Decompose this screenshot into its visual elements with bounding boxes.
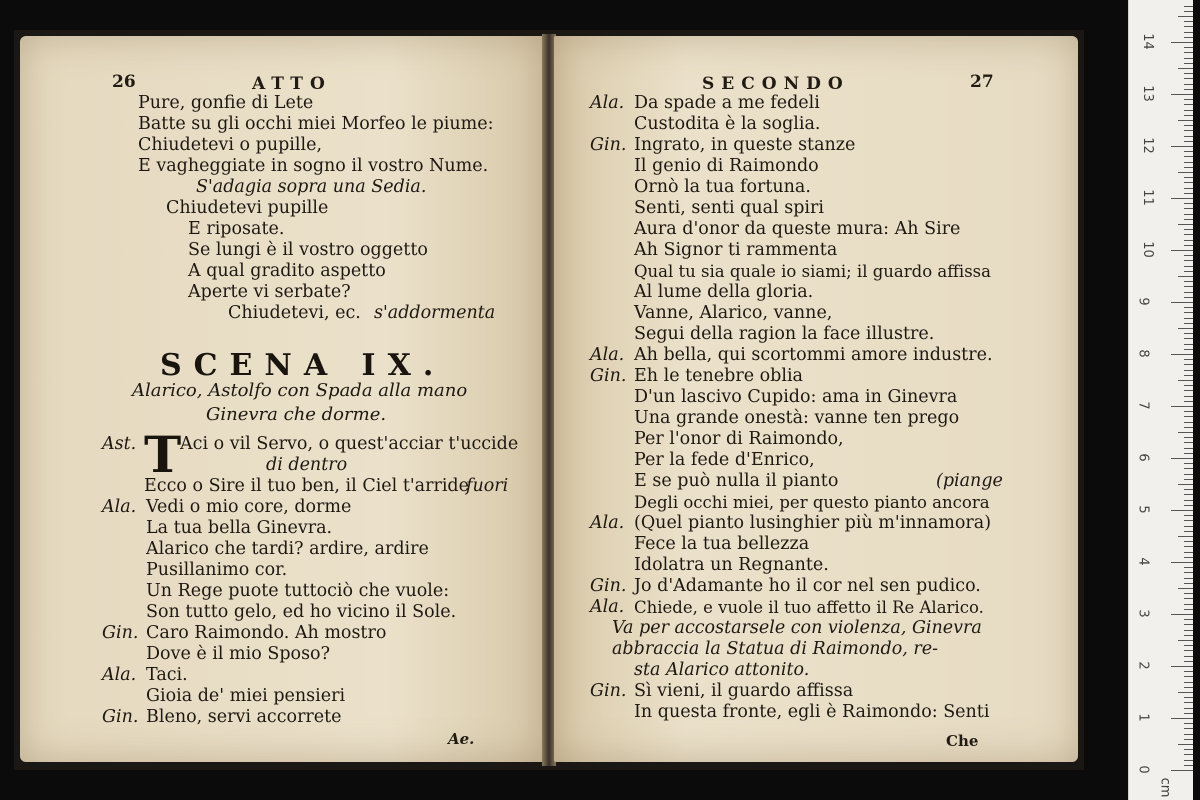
ruler-tick <box>1184 89 1193 90</box>
open-book <box>14 30 1084 770</box>
ruler-tick <box>1178 224 1193 225</box>
ruler-tick <box>1184 635 1193 636</box>
ruler-number: 4 <box>1135 557 1151 566</box>
ruler-number: 3 <box>1135 609 1151 618</box>
ruler-number: 13 <box>1139 85 1155 102</box>
ruler-number: 5 <box>1135 505 1151 514</box>
ruler-number: 11 <box>1139 189 1155 206</box>
verse-line: Ecco o Sire il tuo ben, il Ciel t'arride <box>144 476 469 496</box>
scena-persons-line-2: Ginevra che dorme. <box>206 404 387 425</box>
ruler-tick <box>1184 130 1193 131</box>
ruler-tick <box>1184 229 1193 230</box>
ruler-tick <box>1184 630 1193 631</box>
stage-direction: (piange <box>936 471 1003 491</box>
ruler-tick <box>1184 619 1193 620</box>
ruler-tick <box>1184 99 1193 100</box>
verse-line: E vagheggiate in sogno il vostro Nume. <box>138 156 489 176</box>
verse-line: Chiudetevi, ec. <box>228 303 361 323</box>
ruler-tick <box>1184 734 1193 735</box>
ruler-tick <box>1184 708 1193 709</box>
ruler-number: 8 <box>1135 349 1151 358</box>
verse-line: La tua bella Ginevra. <box>146 518 333 538</box>
ruler-tick <box>1171 302 1193 303</box>
verse-line: D'un lascivo Cupido: ama in Ginevra <box>634 387 958 407</box>
ruler-tick <box>1184 661 1193 662</box>
verse-line: Eh le tenebre oblia <box>634 366 803 386</box>
verse-line: S'adagia sopra una Sedia. <box>196 177 427 197</box>
ruler-tick <box>1184 151 1193 152</box>
ruler-tick <box>1178 68 1193 69</box>
ruler-tick <box>1171 510 1193 511</box>
verse-line: Caro Raimondo. Ah mostro <box>146 623 387 643</box>
verse-line: Segui della ragion la face illustre. <box>634 324 935 344</box>
ruler-tick <box>1184 500 1193 501</box>
right-page-number: 27 <box>970 72 994 92</box>
ruler-tick <box>1184 489 1193 490</box>
ruler-tick <box>1184 713 1193 714</box>
ruler-tick <box>1184 442 1193 443</box>
ruler-tick <box>1184 593 1193 594</box>
ruler-tick <box>1184 474 1193 475</box>
ruler-tick <box>1184 271 1193 272</box>
ruler-tick <box>1171 354 1193 355</box>
verse-line: Pure, gonfie di Lete <box>138 93 314 113</box>
ruler-tick <box>1184 63 1193 64</box>
verse-line: Custodita è la soglia. <box>634 114 821 134</box>
verse-line: Degli occhi miei, per questo pianto ancora <box>634 493 990 512</box>
ruler-tick <box>1184 292 1193 293</box>
ruler-tick <box>1184 552 1193 553</box>
ruler-tick <box>1184 650 1193 651</box>
verse-line: Chiudetevi o pupille, <box>138 135 323 155</box>
ruler-tick <box>1184 739 1193 740</box>
speaker-label: Gin. <box>102 707 139 727</box>
ruler-tick <box>1171 770 1193 771</box>
ruler-tick <box>1184 297 1193 298</box>
ruler-tick <box>1184 58 1193 59</box>
ruler-tick <box>1171 458 1193 459</box>
verse-line: Un Rege puote tuttociò che vuole: <box>146 581 450 601</box>
verse-line: Dove è il mio Sposo? <box>146 644 330 664</box>
verse-line: Sì vieni, il guardo affissa <box>634 681 854 701</box>
ruler-tick <box>1184 463 1193 464</box>
verse-line: In questa fronte, egli è Raimondo: Senti <box>634 702 990 722</box>
ruler-tick <box>1184 364 1193 365</box>
ruler-tick <box>1184 375 1193 376</box>
ruler-tick <box>1184 505 1193 506</box>
ruler-tick <box>1184 526 1193 527</box>
ruler-tick <box>1184 349 1193 350</box>
verse-line: Per la fede d'Enrico, <box>634 450 815 470</box>
ruler-tick <box>1184 448 1193 449</box>
verse-line: Una grande onestà: vanne ten prego <box>634 408 960 428</box>
ruler-tick <box>1184 6 1193 7</box>
verse-line: Per l'onor di Raimondo, <box>634 429 844 449</box>
verse-line: Ingrato, in queste stanze <box>634 135 856 155</box>
scena-title: SCENA IX. <box>160 348 446 383</box>
ruler-tick <box>1184 546 1193 547</box>
speaker-label: Ala. <box>102 497 137 517</box>
verse-line: Jo d'Adamante ho il cor nel sen pudico. <box>634 576 981 596</box>
ruler-tick <box>1184 416 1193 417</box>
left-running-head: ATTO <box>252 74 332 94</box>
speaker-label: Gin. <box>590 366 627 386</box>
verse-line: Aci o vil Servo, o quest'acciar t'uccide <box>180 434 519 454</box>
left-page-number: 26 <box>112 72 136 92</box>
ruler-tick <box>1184 390 1193 391</box>
verse-line: Batte su gli occhi miei Morfeo le piume: <box>138 114 494 134</box>
ruler-number: 7 <box>1135 401 1151 410</box>
ruler-unit: cm <box>1157 777 1173 798</box>
ruler-tick <box>1178 588 1193 589</box>
ruler-tick <box>1184 604 1193 605</box>
ruler-tick <box>1171 718 1193 719</box>
verse-line: Ornò la tua fortuna. <box>634 177 811 197</box>
ruler-tick <box>1184 333 1193 334</box>
ruler-tick <box>1184 411 1193 412</box>
ruler-tick <box>1184 312 1193 313</box>
ruler-tick <box>1184 723 1193 724</box>
ruler-tick <box>1184 515 1193 516</box>
verse-line: Va per accostarsele con violenza, Ginevra <box>612 618 982 638</box>
ruler-tick <box>1171 198 1193 199</box>
ruler-tick <box>1178 276 1193 277</box>
ruler-tick <box>1184 162 1193 163</box>
verse-line: Chiede, e vuole il tuo affetto il Re Alarico. <box>634 598 984 617</box>
ruler-tick <box>1184 323 1193 324</box>
ruler-tick <box>1184 687 1193 688</box>
ruler-tick <box>1184 260 1193 261</box>
stage-direction: s'addormenta <box>374 303 496 323</box>
ruler-tick <box>1184 245 1193 246</box>
verse-line: Senti, senti qual spiri <box>634 198 824 218</box>
ruler-tick <box>1178 16 1193 17</box>
ruler-tick <box>1178 536 1193 537</box>
ruler-tick <box>1184 344 1193 345</box>
verse-line: Qual tu sia quale io siami; il guardo affissa <box>634 262 991 281</box>
ruler-tick <box>1184 494 1193 495</box>
ruler-tick <box>1184 583 1193 584</box>
ruler-tick <box>1184 671 1193 672</box>
ruler-tick <box>1184 104 1193 105</box>
ruler-tick <box>1184 234 1193 235</box>
ruler-number: 1 <box>1135 713 1151 722</box>
ruler-tick <box>1184 567 1193 568</box>
ruler-tick <box>1184 177 1193 178</box>
verse-line: Il genio di Raimondo <box>634 156 819 176</box>
speaker-label: Gin. <box>590 135 627 155</box>
ruler-tick <box>1184 359 1193 360</box>
ruler-tick <box>1184 572 1193 573</box>
ruler-tick <box>1178 328 1193 329</box>
ruler-tick <box>1184 73 1193 74</box>
ruler-tick <box>1184 645 1193 646</box>
right-running-head: SECONDO <box>702 74 850 94</box>
ruler-tick <box>1184 765 1193 766</box>
right-catchword: Che <box>946 732 979 750</box>
verse-line: di dentro <box>266 455 348 475</box>
ruler-tick <box>1184 422 1193 423</box>
verse-line: Ah Signor ti rammenta <box>634 240 838 260</box>
ruler-tick <box>1184 255 1193 256</box>
ruler-tick <box>1184 318 1193 319</box>
ruler-tick <box>1184 32 1193 33</box>
verse-line: (Quel pianto lusinghier più m'innamora) <box>634 513 992 533</box>
ruler-tick <box>1184 193 1193 194</box>
ruler-tick <box>1184 609 1193 610</box>
ruler-tick <box>1184 141 1193 142</box>
verse-line: abbraccia la Statua di Raimondo, re- <box>612 639 939 659</box>
verse-line: Vedi o mio core, dorme <box>146 497 352 517</box>
ruler-tick <box>1178 120 1193 121</box>
ruler-tick <box>1184 136 1193 137</box>
ruler-tick <box>1184 754 1193 755</box>
ruler-tick <box>1171 146 1193 147</box>
ruler-tick <box>1184 437 1193 438</box>
verse-line: sta Alarico attonito. <box>634 660 810 680</box>
drop-cap: T <box>144 425 182 484</box>
verse-line: E riposate. <box>188 219 285 239</box>
ruler-tick <box>1184 728 1193 729</box>
ruler-tick <box>1178 744 1193 745</box>
ruler-tick <box>1184 702 1193 703</box>
right-page <box>554 36 1078 762</box>
verse-line: Son tutto gelo, ed ho vicino il Sole. <box>146 602 457 622</box>
stage-direction: fuori <box>466 476 509 496</box>
ruler-tick <box>1184 266 1193 267</box>
ruler-tick <box>1184 11 1193 12</box>
ruler-tick <box>1178 692 1193 693</box>
ruler-tick <box>1184 281 1193 282</box>
ruler-tick <box>1178 380 1193 381</box>
verse-line: Idolatra un Regnante. <box>634 555 829 575</box>
speaker-label: Ala. <box>590 597 625 617</box>
ruler-number: 14 <box>1139 33 1155 50</box>
ruler-tick <box>1184 598 1193 599</box>
scena-persons-line-1: Alarico, Astolfo con Spada alla mano <box>132 380 468 401</box>
ruler-tick <box>1184 760 1193 761</box>
left-page <box>20 36 546 762</box>
ruler-tick <box>1184 307 1193 308</box>
ruler-tick <box>1171 562 1193 563</box>
ruler-tick <box>1184 47 1193 48</box>
ruler-number: 0 <box>1135 765 1151 774</box>
ruler-tick <box>1178 640 1193 641</box>
speaker-label: Gin. <box>590 576 627 596</box>
verse-line: Pusillanimo cor. <box>146 560 288 580</box>
ruler-tick <box>1184 427 1193 428</box>
ruler-tick <box>1184 401 1193 402</box>
ruler-tick <box>1184 531 1193 532</box>
ruler-tick <box>1184 557 1193 558</box>
speaker-label: Ala. <box>590 93 625 113</box>
verse-line: Vanne, Alarico, vanne, <box>634 303 833 323</box>
verse-line: Taci. <box>146 665 188 685</box>
left-catchword: Ae. <box>448 730 475 748</box>
ruler-tick <box>1171 406 1193 407</box>
ruler-tick <box>1184 286 1193 287</box>
ruler-tick <box>1171 250 1193 251</box>
ruler-tick <box>1184 468 1193 469</box>
ruler-number: 2 <box>1135 661 1151 670</box>
ruler-tick <box>1184 578 1193 579</box>
verse-line: Bleno, servi accorrete <box>146 707 342 727</box>
ruler-tick <box>1178 172 1193 173</box>
verse-line: Aperte vi serbate? <box>188 282 351 302</box>
ruler-tick <box>1184 749 1193 750</box>
ruler-tick <box>1178 484 1193 485</box>
ruler-tick <box>1184 697 1193 698</box>
ruler-tick <box>1184 167 1193 168</box>
speaker-label: Gin. <box>102 623 139 643</box>
verse-line: Gioia de' miei pensieri <box>146 686 346 706</box>
verse-line: Aura d'onor da queste mura: Ah Sire <box>634 219 961 239</box>
verse-line: Ah bella, qui scortommi amore industre. <box>634 345 993 365</box>
ruler-tick <box>1178 432 1193 433</box>
ruler-tick <box>1184 78 1193 79</box>
ruler-tick <box>1184 37 1193 38</box>
ruler-tick <box>1184 84 1193 85</box>
ruler-tick <box>1184 115 1193 116</box>
ruler-tick <box>1184 125 1193 126</box>
ruler-tick <box>1184 656 1193 657</box>
ruler-tick <box>1184 21 1193 22</box>
ruler-tick <box>1184 110 1193 111</box>
ruler-tick <box>1184 203 1193 204</box>
ruler-tick <box>1184 520 1193 521</box>
verse-line: Alarico che tardi? ardire, ardire <box>146 539 429 559</box>
ruler-tick <box>1184 396 1193 397</box>
verse-line: Fece la tua bellezza <box>634 534 810 554</box>
verse-line: Chiudetevi pupille <box>166 198 329 218</box>
ruler-tick <box>1184 370 1193 371</box>
ruler-tick <box>1184 214 1193 215</box>
ruler-number: 6 <box>1135 453 1151 462</box>
ruler-tick <box>1184 338 1193 339</box>
ruler-tick <box>1184 676 1193 677</box>
ruler-tick <box>1184 219 1193 220</box>
ruler-number: 12 <box>1139 137 1155 154</box>
ruler-tick <box>1171 42 1193 43</box>
ruler-tick <box>1184 156 1193 157</box>
ruler-tick <box>1184 682 1193 683</box>
ruler-tick <box>1184 188 1193 189</box>
ruler-tick <box>1184 208 1193 209</box>
ruler-tick <box>1171 614 1193 615</box>
verse-line: A qual gradito aspetto <box>188 261 386 281</box>
ruler-tick <box>1171 666 1193 667</box>
ruler-number: 9 <box>1135 297 1151 306</box>
ruler-tick <box>1184 26 1193 27</box>
ruler-tick <box>1184 385 1193 386</box>
speaker-label: Ala. <box>590 345 625 365</box>
ruler-tick <box>1171 94 1193 95</box>
speaker-label: Gin. <box>590 681 627 701</box>
measurement-ruler <box>1128 0 1193 800</box>
speaker-label: Ala. <box>102 665 137 685</box>
ruler-tick <box>1184 182 1193 183</box>
ruler-tick <box>1184 240 1193 241</box>
ruler-tick <box>1184 52 1193 53</box>
ruler-tick <box>1184 453 1193 454</box>
verse-line: Se lungi è il vostro oggetto <box>188 240 428 260</box>
ruler-tick <box>1184 479 1193 480</box>
ruler-tick <box>1184 624 1193 625</box>
speaker-label: Ast. <box>102 434 137 454</box>
verse-line: Da spade a me fedeli <box>634 93 820 113</box>
ruler-number: 10 <box>1139 241 1155 258</box>
ruler-tick <box>1184 541 1193 542</box>
speaker-label: Ala. <box>590 513 625 533</box>
verse-line: Al lume della gloria. <box>634 282 814 302</box>
verse-line: E se può nulla il pianto <box>634 471 839 491</box>
